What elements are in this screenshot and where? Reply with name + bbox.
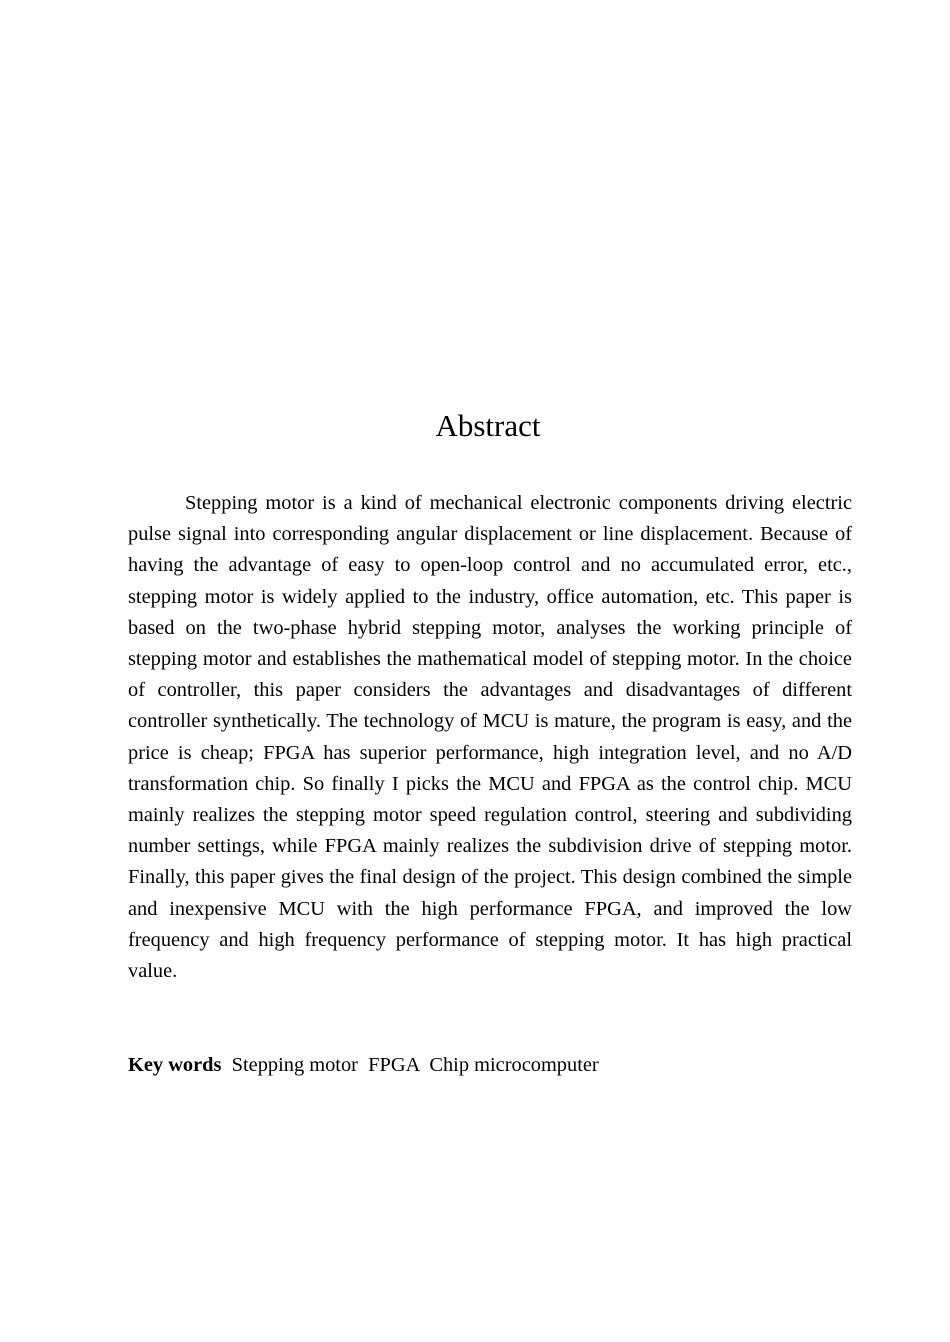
abstract-body: Stepping motor is a kind of mechanical electronic components driving electric pulse signal into corresponding angular displacement or line displacement. Because of having the advantage of easy to open-loop control and no accumulated error, etc., stepping motor is widely applied to the industry, office automation, etc. This paper is based on the two-phase hybrid stepping motor, analyses the working principle of stepping motor and establishes the mathematical model of stepping motor. In the choice of controller, this paper considers the advantages and disadvantages of different controller synthetically. The technology of MCU is mature, the program is easy, and the price is cheap; FPGA has superior performance, high integration level, and no A/D transformation chip. So finally I picks the MCU and FPGA as the control chip. MCU mainly realizes the stepping motor speed regulation control, steering and subdividing number settings, while FPGA mainly realizes the subdivision drive of stepping motor. Finally, this paper gives the final design of the project. This design combined the simple and inexpensive MCU with the high performance FPGA, and improved the low frequency and high frequency performance of stepping motor. It has high practical value. [128, 492, 852, 983]
keywords-label: Key words [128, 1054, 222, 1076]
keyword-item: Chip microcomputer [429, 1054, 599, 1076]
keywords-line [128, 1050, 852, 1081]
keyword-item: Stepping motor [231, 1054, 358, 1076]
keyword-item: FPGA [368, 1054, 420, 1076]
abstract-title: Abstract [435, 408, 541, 443]
